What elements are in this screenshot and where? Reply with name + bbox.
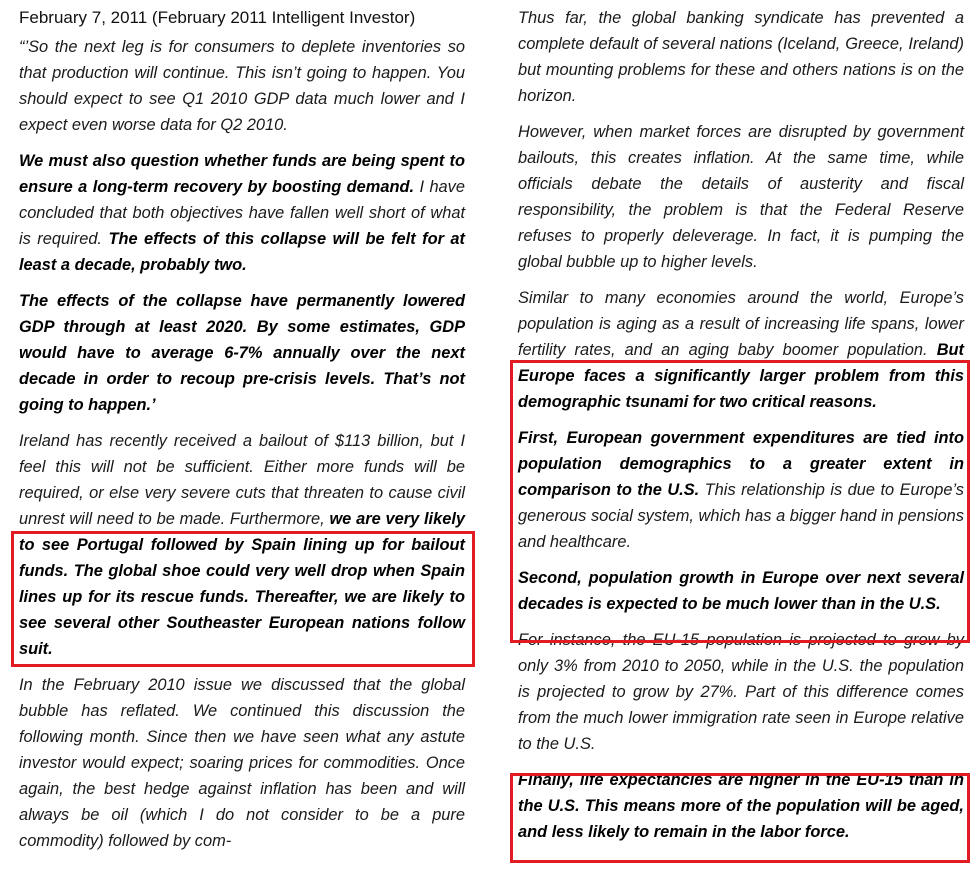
paragraph-ireland (19, 428, 465, 662)
bold-text: First, European government expenditures are tied into population demographics to a greater extent in comparison to the U.S. (518, 429, 964, 499)
paragraph-life-expectancy: Finally, life expectancies are higher in the EU-15 than in the U.S. This means more of the population will be aged, and less likely to remain in the labor force. (518, 771, 964, 841)
article-heading: February 7, 2011 (February 2011 Intelligent Investor) (19, 8, 416, 27)
bold-text: But Europe faces a significantly larger problem from this demographic tsunami for two critical reasons. (518, 341, 964, 411)
paragraph-funds (19, 148, 465, 278)
bold-text: we are very likely to see Portugal followed by Spain lining up for bailout funds. The global shoe could very well drop when Spain lines up for its rescue funds. Thereafter, we are likely to see several other Southeaster European nations follow suit. (19, 510, 465, 658)
paragraph-population-growth: Second, population growth in Europe over next several decades is expected to be much lower than in the U.S. (518, 569, 964, 613)
paragraph-expenditures (518, 425, 964, 555)
paragraph-gdp: The effects of the collapse have permanently lowered GDP through at least 2020. By some estimates, GDP would have to average 6-7% annually over the next decade in order to recoup pre-crisis levels. That’s not going to happen.’ (19, 292, 465, 414)
bold-text: The effects of this collapse will be felt for at least a decade, probably two. (19, 230, 466, 274)
italic-text: This relationship is due to Europe’s generous social system, which has a bigger hand in pensions and healthcare. (518, 481, 964, 551)
italic-text: Similar to many economies around the world, Europe’s population is aging as a result of increasing life spans, lower fertility rates, and an aging baby boomer population. (518, 289, 964, 359)
italic-text: I have concluded that both objectives have fallen well short of what is required. (19, 178, 465, 248)
paragraph-bubble: In the February 2010 issue we discussed that the global bubble has reflated. We continued this discussion the following month. Since then we have seen what any astute investor would expect; soaring prices for commodities. Once again, the best hedge against inflation has been and will always be oil (which I do not consider to be a pure commodity) followed by com- (19, 676, 465, 850)
left-column (19, 0, 465, 864)
paragraph-inflation: However, when market forces are disrupted by government bailouts, this creates inflation. At the same time, while officials debate the details of austerity and fiscal responsibility, the problem is that the Federal Reserve refuses to properly deleverage. In fact, it is pumping the global bubble up to higher levels. (518, 123, 964, 271)
paragraph-quote-intro: “’So the next leg is for consumers to deplete inventories so that production will continue. This isn’t going to happen. You should expect to see Q1 2010 GDP data much lower and I expect even worse data for Q2 2010. (19, 38, 465, 134)
paragraph-banking: Thus far, the global banking syndicate has prevented a complete default of several nations (Iceland, Greece, Ireland) but mounting problems for these and others nations is on the horizon. (518, 9, 964, 105)
paragraph-eu15: For instance, the EU-15 population is projected to grow by only 3% from 2010 to 2050, while in the U.S. the population is projected to grow by 27%. Part of this difference comes from the much lower immigration rate seen in Europe relative to the U.S. (518, 631, 964, 753)
bold-text: We must also question whether funds are being spent to ensure a long-term recovery by boosting demand. (19, 152, 465, 196)
paragraph-aging (518, 285, 964, 415)
italic-text: Ireland has recently received a bailout of $113 billion, but I feel this will not be sufficient. Either more funds will be required, or else very severe cuts that threaten to cause civil unrest will need to be made. Furthermore, (19, 432, 465, 528)
right-column (518, 0, 964, 855)
